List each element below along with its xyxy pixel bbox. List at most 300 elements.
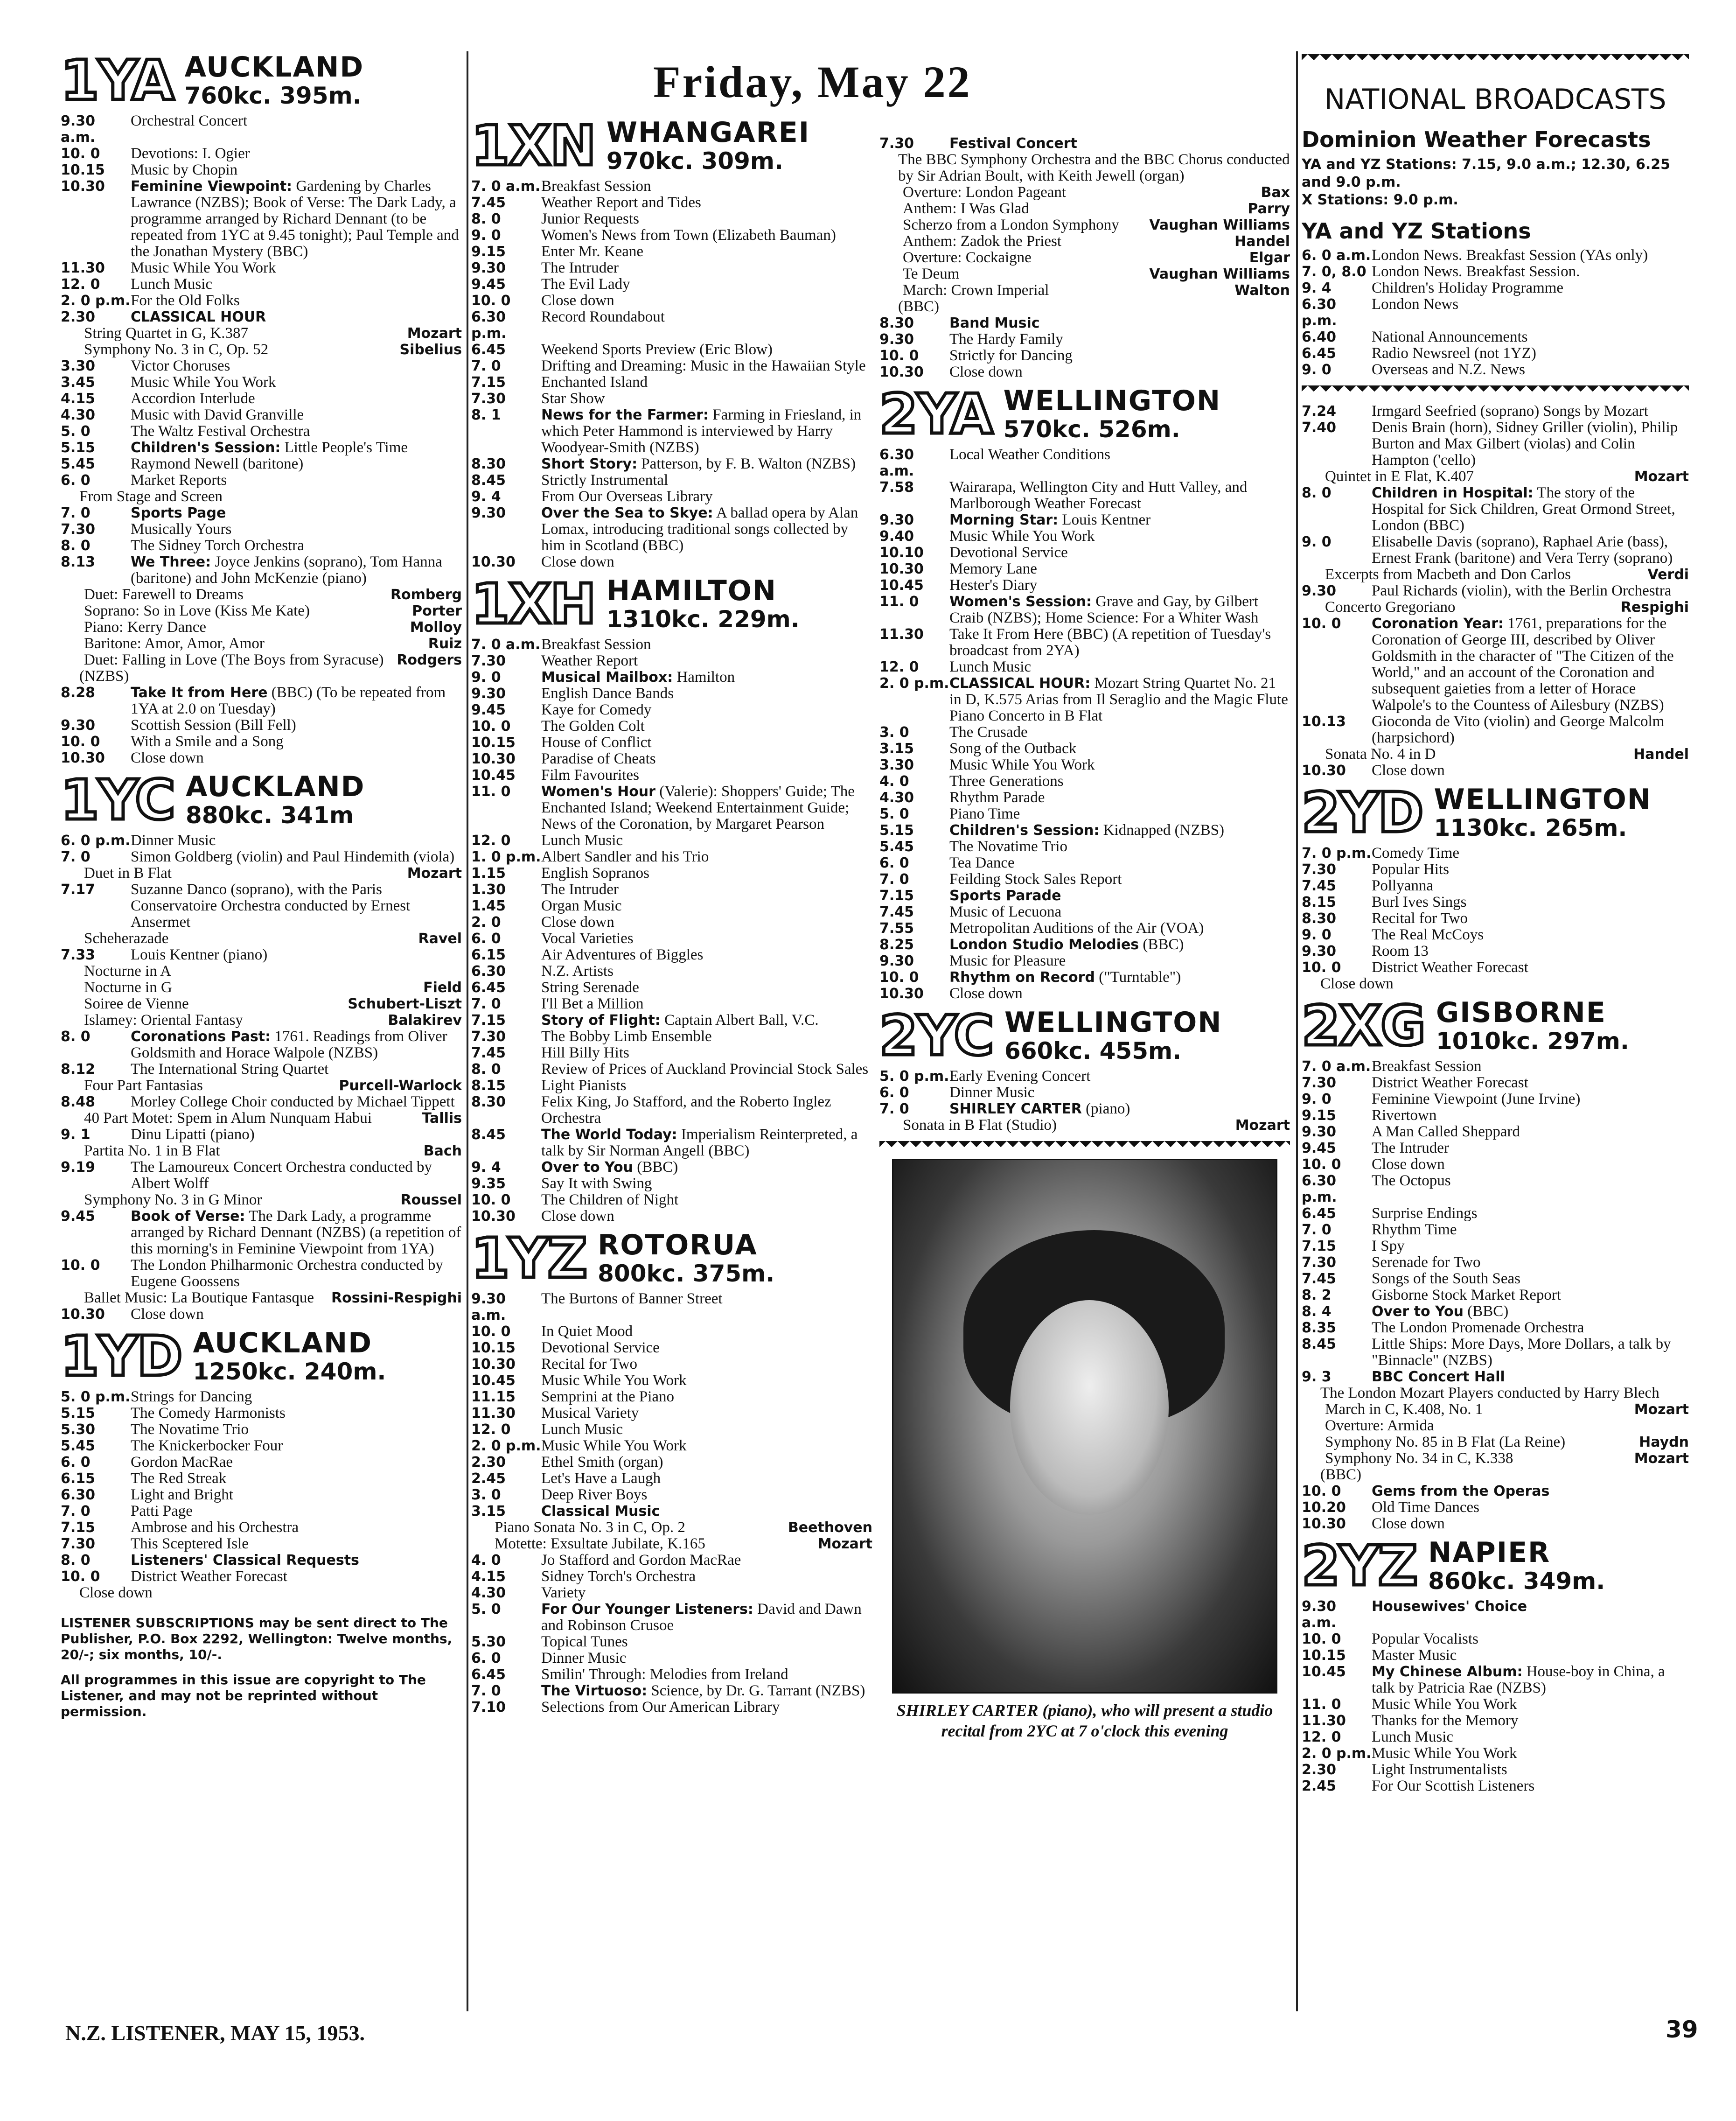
- programme-text: The Evil Lady: [541, 276, 630, 293]
- programme-desc: [1372, 1091, 1689, 1107]
- column-2: [471, 112, 872, 1715]
- programme-text: Little People's Time: [284, 439, 408, 456]
- programme-row: [471, 554, 872, 570]
- programme-desc: [949, 348, 1290, 364]
- programme-time: 10.15: [471, 1340, 516, 1356]
- station-1xn: [471, 113, 872, 570]
- work-title: March in C, K.408, No. 1: [1325, 1401, 1483, 1418]
- programme-row: [61, 1519, 462, 1536]
- work-title: Partita No. 1 in B Flat: [84, 1142, 220, 1159]
- programme-text: Film Favourites: [541, 767, 639, 784]
- programme-time: 2. 0 p.m.: [471, 1438, 541, 1454]
- programme-time: 4. 0: [879, 773, 909, 790]
- programme-desc: [1372, 1516, 1689, 1532]
- programme-row: [879, 904, 1290, 920]
- programme-list: [1302, 1058, 1689, 1532]
- programme-time: 9. 1: [61, 1127, 91, 1143]
- programme-desc: [541, 244, 872, 260]
- programme-time: 10.30: [1302, 763, 1346, 779]
- programme-text: The Novatime Trio: [949, 838, 1067, 855]
- programme-text: Master Music: [1372, 1647, 1457, 1664]
- programme-text: Albert Sandler and his Trio: [541, 848, 709, 865]
- programme-feature: Feminine Viewpoint:: [131, 178, 293, 195]
- programme-note: Close down: [79, 1584, 153, 1601]
- programme-time: 7.40: [1302, 420, 1337, 436]
- station-callsign: 2YZ: [1302, 1533, 1417, 1598]
- station-info: [185, 770, 365, 829]
- programme-row: [1302, 534, 1689, 567]
- programme-row: [1302, 1238, 1689, 1254]
- programme-text: Weekend Sports Preview (Eric Blow): [541, 341, 773, 358]
- programme-desc: [949, 1101, 1290, 1117]
- programme-row: [879, 626, 1290, 659]
- station-callsign: 1XN: [471, 113, 595, 178]
- programme-text: A Man Called Sheppard: [1372, 1123, 1520, 1140]
- programme-desc: [541, 882, 872, 898]
- programme-text: Overseas and N.Z. News: [1372, 361, 1525, 378]
- programme-row: [879, 528, 1290, 545]
- programme-text: Jo Stafford and Gordon MacRae: [541, 1552, 741, 1568]
- programme-time: 7.30: [61, 1536, 96, 1552]
- programme-desc: [1372, 1631, 1689, 1647]
- station-info: [1004, 1008, 1222, 1063]
- programme-row: [471, 260, 872, 276]
- programme-time: 6.45: [471, 1666, 506, 1683]
- programme-row: [61, 554, 462, 587]
- programme-desc: [1372, 329, 1689, 345]
- programme-text: Joyce Jenkins (soprano), Tom Hanna (baritone) and John McKenzie (piano): [131, 553, 442, 587]
- programme-row: [879, 447, 1290, 479]
- programme-text: The London Promenade Orchestra: [1372, 1319, 1584, 1336]
- programme-time: 8.45: [471, 472, 506, 489]
- programme-row: [471, 1389, 872, 1405]
- programme-desc: [1372, 264, 1689, 280]
- programme-text: Selections from Our American Library: [541, 1699, 780, 1715]
- programme-time: 9. 3: [1302, 1369, 1332, 1385]
- work-line: [61, 1078, 462, 1094]
- programme-time: 2.30: [471, 1454, 506, 1470]
- work-title: Motette: Exsultate Jubilate, K.165: [495, 1535, 705, 1552]
- programme-text: Close down: [949, 364, 1023, 380]
- programme-time: 8.30: [1302, 910, 1337, 927]
- work-title: Piano Sonata No. 3 in C, Op. 2: [495, 1519, 685, 1536]
- programme-list: [1302, 845, 1689, 992]
- programme-text: Light Pianists: [541, 1077, 627, 1094]
- programme-desc: [541, 669, 872, 686]
- programme-feature: Women's Session:: [949, 594, 1092, 610]
- programme-desc: [949, 871, 1290, 888]
- programme-text: Louis Kentner (piano): [131, 946, 268, 963]
- programme-time: 7. 0: [61, 505, 91, 521]
- programme-text: Devotional Service: [949, 544, 1068, 561]
- programme-text: Ambrose and his Orchestra: [131, 1519, 299, 1536]
- programme-time: 12. 0: [1302, 1729, 1341, 1745]
- composer: Parry: [1248, 201, 1290, 217]
- programme-row: [471, 1650, 872, 1666]
- programme-row: [879, 855, 1290, 871]
- programme-row: [471, 1127, 872, 1159]
- programme-time: 10.30: [471, 751, 516, 767]
- programme-time: 6. 0: [879, 855, 909, 871]
- work-line: [1302, 1450, 1689, 1467]
- programme-row: [471, 1683, 872, 1699]
- programme-time: 7.30: [471, 1029, 506, 1045]
- station-frequency: 1130kc. 265m.: [1434, 814, 1627, 841]
- programme-row: [879, 545, 1290, 561]
- programme-note: (BBC): [1320, 1466, 1362, 1483]
- programme-text: Orchestral Concert: [131, 112, 248, 129]
- programme-row: [1302, 247, 1689, 264]
- programme-text: Let's Have a Laugh: [541, 1470, 661, 1487]
- programme-time: 7.45: [471, 195, 506, 211]
- station-frequency: 1010kc. 297m.: [1436, 1028, 1629, 1055]
- programme-row: [1302, 845, 1689, 861]
- programme-desc: [541, 1372, 872, 1389]
- work-line: [61, 980, 462, 996]
- programme-text: For the Old Folks: [131, 292, 240, 309]
- programme-desc: [131, 1029, 462, 1061]
- composer: Haydn: [1639, 1434, 1689, 1450]
- composer: Roussel: [400, 1192, 462, 1208]
- work-title: 40 Part Motet: Spem in Alum Nunquam Habui: [84, 1110, 372, 1127]
- programme-time: 2.30: [61, 309, 96, 325]
- programme-list: [61, 833, 462, 1323]
- programme-time: 7. 0, 8.0: [1302, 264, 1366, 280]
- programme-desc: [541, 849, 872, 865]
- programme-feature: Children's Session:: [131, 440, 281, 456]
- programme-desc: [131, 554, 462, 587]
- programme-text: Music While You Work: [541, 1437, 687, 1454]
- programme-row: [471, 914, 872, 931]
- programme-text: Dinner Music: [131, 832, 216, 849]
- station-info: [1436, 996, 1629, 1055]
- work-line: [61, 652, 462, 668]
- programme-feature: Take It from Here: [131, 685, 268, 701]
- programme-text: Pollyanna: [1372, 877, 1433, 894]
- programme-row: [61, 276, 462, 293]
- programme-list: [879, 135, 1290, 380]
- programme-time: 11. 0: [1302, 1696, 1341, 1713]
- programme-desc: [1372, 1058, 1689, 1075]
- programme-text: Grave and Gay, by Gilbert Craib (NZBS); Home Science: For a Whiter Wash: [949, 593, 1259, 626]
- programme-text: I'll Bet a Million: [541, 995, 644, 1012]
- programme-desc: [131, 833, 462, 849]
- programme-row: [471, 735, 872, 751]
- programme-text: ("Turntable"): [1099, 969, 1181, 986]
- programme-text: (BBC): [637, 1159, 678, 1176]
- programme-desc: [1372, 1271, 1689, 1287]
- programme-row: [1302, 1140, 1689, 1156]
- programme-desc: [541, 1650, 872, 1666]
- work-title: Nocturne in A: [84, 963, 171, 980]
- programme-time: 10. 0: [1302, 1483, 1341, 1499]
- station-info: [1434, 785, 1652, 840]
- programme-row: [1302, 1336, 1689, 1369]
- weather-line: X Stations: 9.0 p.m.: [1302, 192, 1458, 208]
- programme-row: [471, 1438, 872, 1454]
- work-line: [61, 1143, 462, 1159]
- station-2yc: [879, 1003, 1290, 1134]
- station-header: [471, 1226, 872, 1290]
- programme-text: (Valerie): Shoppers' Guide; The Enchanted Island; Weekend Entertainment Guide; News of the Coronation, by Margaret Pearson: [541, 783, 855, 833]
- programme-time: 6.45: [1302, 1205, 1337, 1222]
- programme-row: [471, 1699, 872, 1715]
- programme-row: [61, 1257, 462, 1290]
- station-2yd: [1302, 780, 1689, 992]
- programme-text: Recital for Two: [541, 1356, 638, 1372]
- work-line: [1302, 599, 1689, 616]
- programme-row: [1302, 1173, 1689, 1205]
- programme-row: [879, 790, 1290, 806]
- programme-text: English Sopranos: [541, 865, 649, 882]
- programme-desc: [1372, 1762, 1689, 1778]
- programme-time: 8.13: [61, 554, 96, 570]
- station-info: [185, 53, 364, 107]
- programme-text: Music of Lecuona: [949, 903, 1062, 920]
- programme-text: Lunch Music: [949, 658, 1032, 675]
- programme-desc: [131, 423, 462, 440]
- programme-row: [61, 178, 462, 260]
- programme-desc: [541, 1078, 872, 1094]
- programme-time: 9.15: [1302, 1107, 1337, 1124]
- station-1xn-continued: [879, 135, 1290, 380]
- programme-time: 9.30: [61, 717, 96, 734]
- programme-feature: Coronations Past:: [131, 1029, 271, 1045]
- programme-time: 9.35: [471, 1176, 506, 1192]
- work-line: [61, 587, 462, 603]
- programme-text: Musical Variety: [541, 1405, 639, 1421]
- work-title: Concerto Gregoriano: [1325, 599, 1456, 616]
- zigzag-divider: [1302, 385, 1689, 396]
- programme-desc: [131, 1094, 462, 1110]
- programme-time: 5. 0: [61, 423, 91, 440]
- programme-desc: [949, 986, 1290, 1002]
- programme-feature: Morning Star:: [949, 512, 1059, 528]
- programme-desc: [1372, 861, 1689, 878]
- composer: Bach: [423, 1143, 462, 1159]
- programme-time: 10.30: [1302, 1516, 1346, 1532]
- programme-time: 6.40: [1302, 329, 1337, 345]
- station-1xh: [471, 572, 872, 1225]
- programme-row: [61, 1029, 462, 1061]
- programme-time: 10. 0: [471, 718, 511, 735]
- programme-list: [471, 178, 872, 570]
- programme-feature: Over to You: [541, 1159, 633, 1176]
- programme-time: 10.15: [1302, 1647, 1346, 1664]
- programme-text: Surprise Endings: [1372, 1205, 1478, 1222]
- programme-time: 7.45: [1302, 878, 1337, 894]
- programme-desc: [1372, 403, 1689, 420]
- programme-time: 7.30: [471, 391, 506, 407]
- programme-desc: [541, 342, 872, 358]
- composer: Mozart: [1235, 1117, 1290, 1134]
- programme-text: The Intruder: [1372, 1140, 1449, 1156]
- programme-text: Louis Kentner: [1062, 511, 1151, 528]
- programme-time: 7. 0 p.m.: [1302, 845, 1372, 861]
- programme-desc: [131, 391, 462, 407]
- work-title: Soprano: So in Love (Kiss Me Kate): [84, 602, 310, 619]
- programme-row: [61, 423, 462, 440]
- programme-desc: [131, 882, 462, 931]
- programme-text: Old Time Dances: [1372, 1499, 1479, 1516]
- programme-time: 6. 0: [879, 1085, 909, 1101]
- programme-time: 9.40: [879, 528, 914, 545]
- programme-time: 8.12: [61, 1061, 96, 1078]
- programme-time: 10.45: [1302, 1664, 1346, 1680]
- programme-text: Drifting and Dreaming: Music in the Hawaiian Style: [541, 357, 866, 374]
- programme-desc: [131, 505, 462, 521]
- programme-desc: [949, 806, 1290, 822]
- programme-row: [471, 996, 872, 1012]
- programme-desc: [131, 717, 462, 734]
- programme-time: 7.30: [1302, 1075, 1337, 1091]
- programme-text: Little Ships: More Days, More Dollars, a talk by "Binnacle" (NZBS): [1372, 1336, 1671, 1369]
- programme-row: [61, 146, 462, 162]
- programme-time: 6.45: [471, 980, 506, 996]
- programme-row: [1302, 763, 1689, 779]
- programme-row: [1302, 1107, 1689, 1124]
- programme-feature: Over the Sea to Skye:: [541, 505, 713, 521]
- programme-desc: [541, 1405, 872, 1421]
- programme-row: [879, 348, 1290, 364]
- programme-row: [61, 717, 462, 734]
- programme-desc: [131, 374, 462, 391]
- programme-text: National Announcements: [1372, 329, 1528, 345]
- composer: Mozart: [1634, 1401, 1689, 1418]
- programme-text: Music While You Work: [1372, 1696, 1517, 1713]
- programme-text: Piano Time: [949, 805, 1020, 822]
- programme-row: [61, 505, 462, 521]
- programme-text: 1761. Readings from Oliver Goldsmith and Horace Walpole (NZBS): [131, 1028, 447, 1061]
- programme-text: Music with David Granville: [131, 406, 304, 423]
- station-callsign: 2YD: [1302, 780, 1423, 845]
- programme-desc: [1372, 1369, 1689, 1385]
- programme-list: [1302, 1598, 1689, 1794]
- work-title: Nocturne in G: [84, 979, 172, 996]
- work-title: Anthem: Zadok the Priest: [903, 233, 1062, 250]
- programme-time: 10. 0: [61, 734, 100, 750]
- station-frequency: 660kc. 455m.: [1004, 1037, 1182, 1064]
- programme-text: Tea Dance: [949, 854, 1015, 871]
- programme-row: [1302, 1205, 1689, 1222]
- programme-time: 10. 0: [61, 1568, 100, 1585]
- programme-text: (BBC) (To be repeated from 1YA at 2.0 on Tuesday): [131, 684, 446, 717]
- composer: Molloy: [410, 619, 462, 636]
- programme-row: [61, 293, 462, 309]
- programme-note: Close down: [1320, 975, 1394, 992]
- column-1: [61, 47, 462, 1720]
- programme-text: Close down: [1372, 762, 1445, 779]
- programme-row: [61, 309, 462, 325]
- programme-desc: [1372, 894, 1689, 910]
- programme-time: 5. 0: [471, 1601, 501, 1617]
- programme-time: 8. 0: [1302, 485, 1332, 501]
- programme-desc: [131, 734, 462, 750]
- programme-row: [471, 407, 872, 456]
- station-1yz: [471, 1226, 872, 1715]
- programme-row: [61, 1127, 462, 1143]
- work-title: Quintet in E Flat, K.407: [1325, 468, 1474, 485]
- composer: Elgar: [1249, 250, 1290, 266]
- programme-text: Kidnapped (NZBS): [1103, 822, 1224, 839]
- programme-time: 11.30: [879, 626, 924, 643]
- programme-feature: We Three:: [131, 554, 211, 570]
- work-title: Soiree de Vienne: [84, 995, 189, 1012]
- work-title: Symphony No. 34 in C, K.338: [1325, 1450, 1513, 1467]
- programme-feature: Sports Parade: [949, 888, 1061, 904]
- programme-time: 7. 0: [1302, 1222, 1332, 1238]
- programme-desc: [949, 822, 1290, 839]
- programme-time: 9.45: [61, 1208, 96, 1225]
- station-header: [1302, 1533, 1689, 1598]
- programme-row: [879, 659, 1290, 675]
- programme-desc: [541, 456, 872, 472]
- programme-text: The Intruder: [541, 259, 619, 276]
- programme-list: [471, 637, 872, 1225]
- programme-text: Breakfast Session: [541, 178, 651, 195]
- programme-row: [471, 1405, 872, 1421]
- programme-time: 9. 4: [1302, 280, 1332, 296]
- programme-text: Lunch Music: [541, 832, 623, 849]
- programme-desc: [1372, 714, 1689, 746]
- programme-time: 7.15: [879, 888, 914, 904]
- copyright-notice: All programmes in this issue are copyright to The Listener, and may not be reprinted without permission.: [61, 1672, 426, 1719]
- programme-time: 8. 0: [61, 1552, 91, 1568]
- programme-time: 9.30: [879, 331, 914, 348]
- programme-desc: [1372, 280, 1689, 296]
- programme-row: [1302, 345, 1689, 362]
- programme-time: 3. 0: [471, 1487, 501, 1503]
- column-rule: [1296, 51, 1298, 2011]
- programme-text: Children's Holiday Programme: [1372, 280, 1564, 296]
- programme-desc: [1372, 1156, 1689, 1173]
- programme-feature: Musical Mailbox:: [541, 669, 673, 686]
- programme-row: [61, 1306, 462, 1323]
- programme-desc: [131, 309, 462, 325]
- programme-row: [1302, 420, 1689, 469]
- programme-time: 2.30: [1302, 1762, 1337, 1778]
- programme-text: Say It with Swing: [541, 1175, 652, 1192]
- programme-feature: The World Today:: [541, 1127, 677, 1143]
- programme-desc: [131, 146, 462, 162]
- programme-text: Topical Tunes: [541, 1633, 628, 1650]
- zigzag-divider: [879, 1141, 1290, 1151]
- programme-desc: [131, 538, 462, 554]
- programme-row: [61, 750, 462, 766]
- programme-desc: [949, 757, 1290, 773]
- programme-row: [471, 244, 872, 260]
- programme-row: [879, 561, 1290, 577]
- programme-feature: Children's Session:: [949, 822, 1100, 839]
- composer: Handel: [1234, 233, 1290, 250]
- programme-text: Dinner Music: [541, 1650, 627, 1666]
- programme-desc: [541, 358, 872, 374]
- programme-desc: [949, 479, 1290, 512]
- programme-row: [471, 374, 872, 391]
- programme-row: [1302, 861, 1689, 878]
- programme-time: 5.15: [61, 1405, 96, 1421]
- programme-row: [1302, 1058, 1689, 1075]
- programme-time: 9.30: [879, 953, 914, 969]
- programme-time: 8.15: [1302, 894, 1337, 910]
- programme-text: Felix King, Jo Stafford, and the Roberto Inglez Orchestra: [541, 1093, 831, 1127]
- programme-time: 9.30: [879, 512, 914, 528]
- programme-time: 10.30: [61, 178, 105, 195]
- programme-text: The London Philharmonic Orchestra conducted by Eugene Goossens: [131, 1257, 443, 1290]
- station-info: [606, 574, 800, 633]
- programme-note: From Stage and Screen: [79, 488, 223, 505]
- programme-desc: [541, 686, 872, 702]
